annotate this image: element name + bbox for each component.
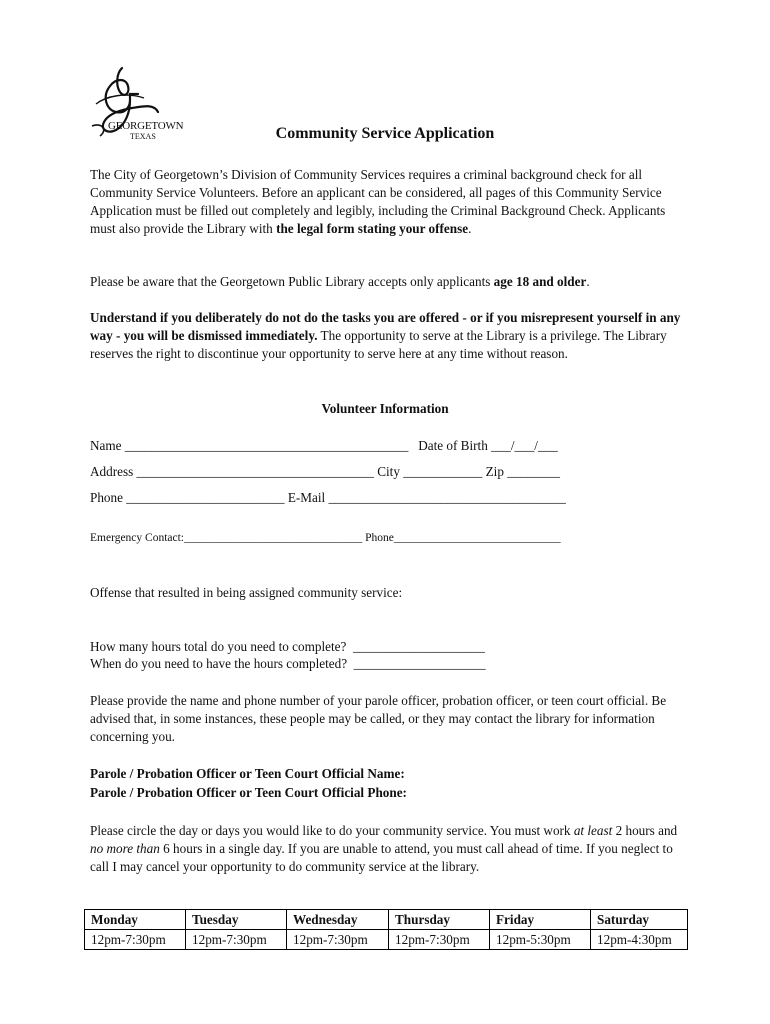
day-tuesday[interactable]: Tuesday bbox=[186, 910, 287, 930]
age-notice-text: Please be aware that the Georgetown Public Library accepts only applicants bbox=[90, 274, 494, 289]
circle-days-italic-2: no more than bbox=[90, 841, 160, 856]
name-dob-field-line[interactable]: Name ___________________________________________ Date of Birth ___/___/___ bbox=[90, 438, 558, 453]
hours-total-field-line[interactable]: How many hours total do you need to complete? ____________________ bbox=[90, 639, 485, 654]
schedule-day-row bbox=[85, 910, 688, 930]
circle-days-text-3: 6 hours in a single day. If you are unable to attend, you must call ahead of time. If you neglect to call I may cancel your opportunity to do community service at the library. bbox=[90, 841, 673, 874]
intro-end: . bbox=[468, 221, 472, 236]
age-notice-bold: age 18 and older bbox=[493, 274, 587, 289]
circle-days-paragraph bbox=[90, 822, 690, 876]
circle-days-text-2: 2 hours and bbox=[612, 823, 678, 838]
schedule-table bbox=[84, 909, 688, 950]
circle-days-text-1: Please circle the day or days you would like to do your community service. You must work bbox=[90, 823, 574, 838]
warning-text: The opportunity to serve at the Library is a privilege. The Library reserves the right to discontinue your opportunity to serve here at any time without reason. bbox=[90, 328, 667, 361]
officer-intro-paragraph: Please provide the name and phone number of your parole officer, probation officer, or teen court official. Be advised that, in some instances, these people may be called, or they may contact the library for information concerning you. bbox=[90, 693, 667, 744]
intro-bold-text: the legal form stating your offense bbox=[276, 221, 469, 236]
officer-phone-label: Parole / Probation Officer or Teen Court Official Phone: bbox=[90, 785, 407, 800]
circle-days-italic-1: at least bbox=[573, 823, 613, 838]
day-saturday[interactable]: Saturday bbox=[591, 910, 688, 930]
day-wednesday[interactable]: Wednesday bbox=[287, 910, 389, 930]
hours-wednesday: 12pm-7:30pm bbox=[287, 930, 389, 950]
age-notice-end: . bbox=[586, 274, 590, 289]
address-city-zip-field-line[interactable]: Address ____________________________________ City ____________ Zip ________ bbox=[90, 464, 560, 479]
hours-friday: 12pm-5:30pm bbox=[490, 930, 591, 950]
warning-paragraph bbox=[90, 309, 690, 363]
hours-tuesday: 12pm-7:30pm bbox=[186, 930, 287, 950]
intro-paragraph bbox=[90, 166, 690, 238]
day-thursday[interactable]: Thursday bbox=[389, 910, 490, 930]
schedule-hours-row bbox=[85, 930, 688, 950]
hours-when-field-line[interactable]: When do you need to have the hours completed? ____________________ bbox=[90, 656, 486, 671]
hours-monday: 12pm-7:30pm bbox=[85, 930, 186, 950]
phone-email-field-line[interactable]: Phone ________________________ E-Mail ____________________________________ bbox=[90, 490, 566, 505]
warning-bold-text: Understand if you deliberately do not do the tasks you are offered - or if you misrepresent yourself in any way - you will be dismissed immediately. bbox=[90, 310, 681, 343]
emergency-contact-field-line[interactable]: Emergency Contact:_______________________________ Phone_____________________________ bbox=[90, 532, 561, 544]
page-title: Community Service Application bbox=[275, 125, 495, 142]
day-monday[interactable]: Monday bbox=[85, 910, 186, 930]
offense-label: Offense that resulted in being assigned community service: bbox=[90, 585, 403, 600]
officer-name-label: Parole / Probation Officer or Teen Court Official Name: bbox=[90, 766, 405, 781]
hours-thursday: 12pm-7:30pm bbox=[389, 930, 490, 950]
day-friday[interactable]: Friday bbox=[490, 910, 591, 930]
intro-text: The City of Georgetown’s Division of Community Services requires a criminal background check for all Community Service Volunteers. Before an applicant can be considered, all pages of this Community Service Application must be filled out completely and legibly, including the Criminal Background Check. Applicants must also provide the Library with bbox=[90, 167, 666, 236]
hours-saturday: 12pm-4:30pm bbox=[591, 930, 688, 950]
volunteer-info-heading: Volunteer Information bbox=[321, 401, 449, 416]
logo-text-georgetown: GEORGETOWN bbox=[108, 120, 184, 132]
logo-text-texas: TEXAS bbox=[130, 132, 156, 141]
age-notice bbox=[90, 273, 690, 291]
